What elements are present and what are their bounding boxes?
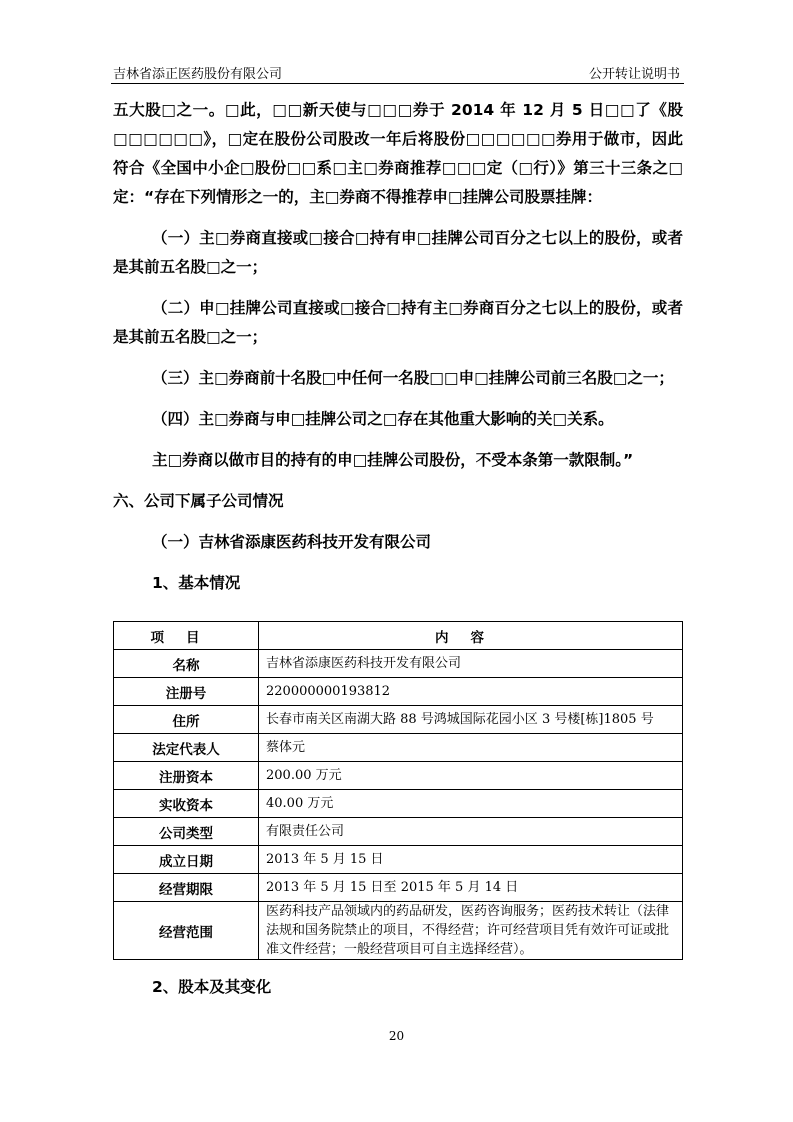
table-key: 经营期限 xyxy=(114,874,259,902)
table-key: 经营范围 xyxy=(114,902,259,960)
section-heading: 六、公司下属子公司情况 xyxy=(113,492,284,510)
subsection-heading: （一）吉林省添康医药科技开发有限公司 xyxy=(152,533,432,551)
table-value: 200.00 万元 xyxy=(259,762,683,790)
paragraph-clause-4: （四）主□券商与申□挂牌公司之□存在其他重大影响的关□关系。 xyxy=(152,410,614,428)
table-row xyxy=(114,846,683,874)
table-value: 有限责任公司 xyxy=(259,818,683,846)
table-row xyxy=(114,706,683,734)
paragraph-clause-3: （三）主□券商前十名股□中任何一名股□□申□挂牌公司前三名股□之一； xyxy=(152,369,674,387)
table-key: 实收资本 xyxy=(114,790,259,818)
paragraph-clause-2: （二）申□挂牌公司直接或□接合□持有主□券商百分之七以上的股份，或者是其前五名股□之一； xyxy=(113,299,683,346)
page-number: 20 xyxy=(388,1029,405,1043)
table-header-content: 内容 xyxy=(259,622,683,650)
table-value: 蔡体元 xyxy=(259,734,683,762)
company-info-table xyxy=(113,621,683,960)
table-value: 2013 年 5 月 15 日至 2015 年 5 月 14 日 xyxy=(259,874,683,902)
table-value: 2013 年 5 月 15 日 xyxy=(259,846,683,874)
table-value: 220000000193812 xyxy=(259,678,683,706)
document-body xyxy=(113,96,683,598)
table-row xyxy=(114,650,683,678)
item-heading-share-capital: 2、股本及其变化 xyxy=(152,978,272,996)
header-divider xyxy=(111,83,684,84)
table-key: 住所 xyxy=(114,706,259,734)
table-row xyxy=(114,678,683,706)
table-value: 吉林省添康医药科技开发有限公司 xyxy=(259,650,683,678)
table-row xyxy=(114,902,683,960)
table-key: 名称 xyxy=(114,650,259,678)
item-heading-basic-info: 1、基本情况 xyxy=(152,574,241,592)
header-company-name: 吉林省添正医药股份有限公司 xyxy=(113,67,283,82)
paragraph-market-making: 五大股□之一。□此，□□新天使与□□□券于 2014 年 12 月 5 日□□了《股□□□□□□》，□定在股份公司股改一年后将股份□□□□□□券用于做市，因此符合《全国中小企□股份□□系□主□券商推荐□□□定（□行）》第三十三条之□定：“存在下列情形之一的，主□券商不得推荐申□挂牌公司股票挂牌： xyxy=(113,101,683,206)
table-key: 公司类型 xyxy=(114,818,259,846)
table-value: 长春市南关区南湖大路 88 号鸿城国际花园小区 3 号楼[栋]1805 号 xyxy=(259,706,683,734)
paragraph-clause-1: （一）主□券商直接或□接合□持有申□挂牌公司百分之七以上的股份，或者是其前五名股□之一； xyxy=(113,229,683,276)
table-row xyxy=(114,874,683,902)
table-key: 法定代表人 xyxy=(114,734,259,762)
table-key: 成立日期 xyxy=(114,846,259,874)
paragraph-exemption: 主□券商以做市目的持有的申□挂牌公司股份，不受本条第一款限制。” xyxy=(152,451,634,469)
table-row xyxy=(114,790,683,818)
table-value: 医药科技产品领域内的药品研发，医药咨询服务；医药技术转让（法律法规和国务院禁止的项目，不得经营；许可经营项目凭有效许可证或批准文件经营；一般经营项目可自主选择经营）。 xyxy=(259,902,683,960)
table-row xyxy=(114,818,683,846)
table-header-row xyxy=(114,622,683,650)
table-key: 注册号 xyxy=(114,678,259,706)
table-header-item: 项目 xyxy=(114,622,259,650)
table-key: 注册资本 xyxy=(114,762,259,790)
table-row xyxy=(114,762,683,790)
table-row xyxy=(114,734,683,762)
header-document-type: 公开转让说明书 xyxy=(588,67,680,82)
table-value: 40.00 万元 xyxy=(259,790,683,818)
